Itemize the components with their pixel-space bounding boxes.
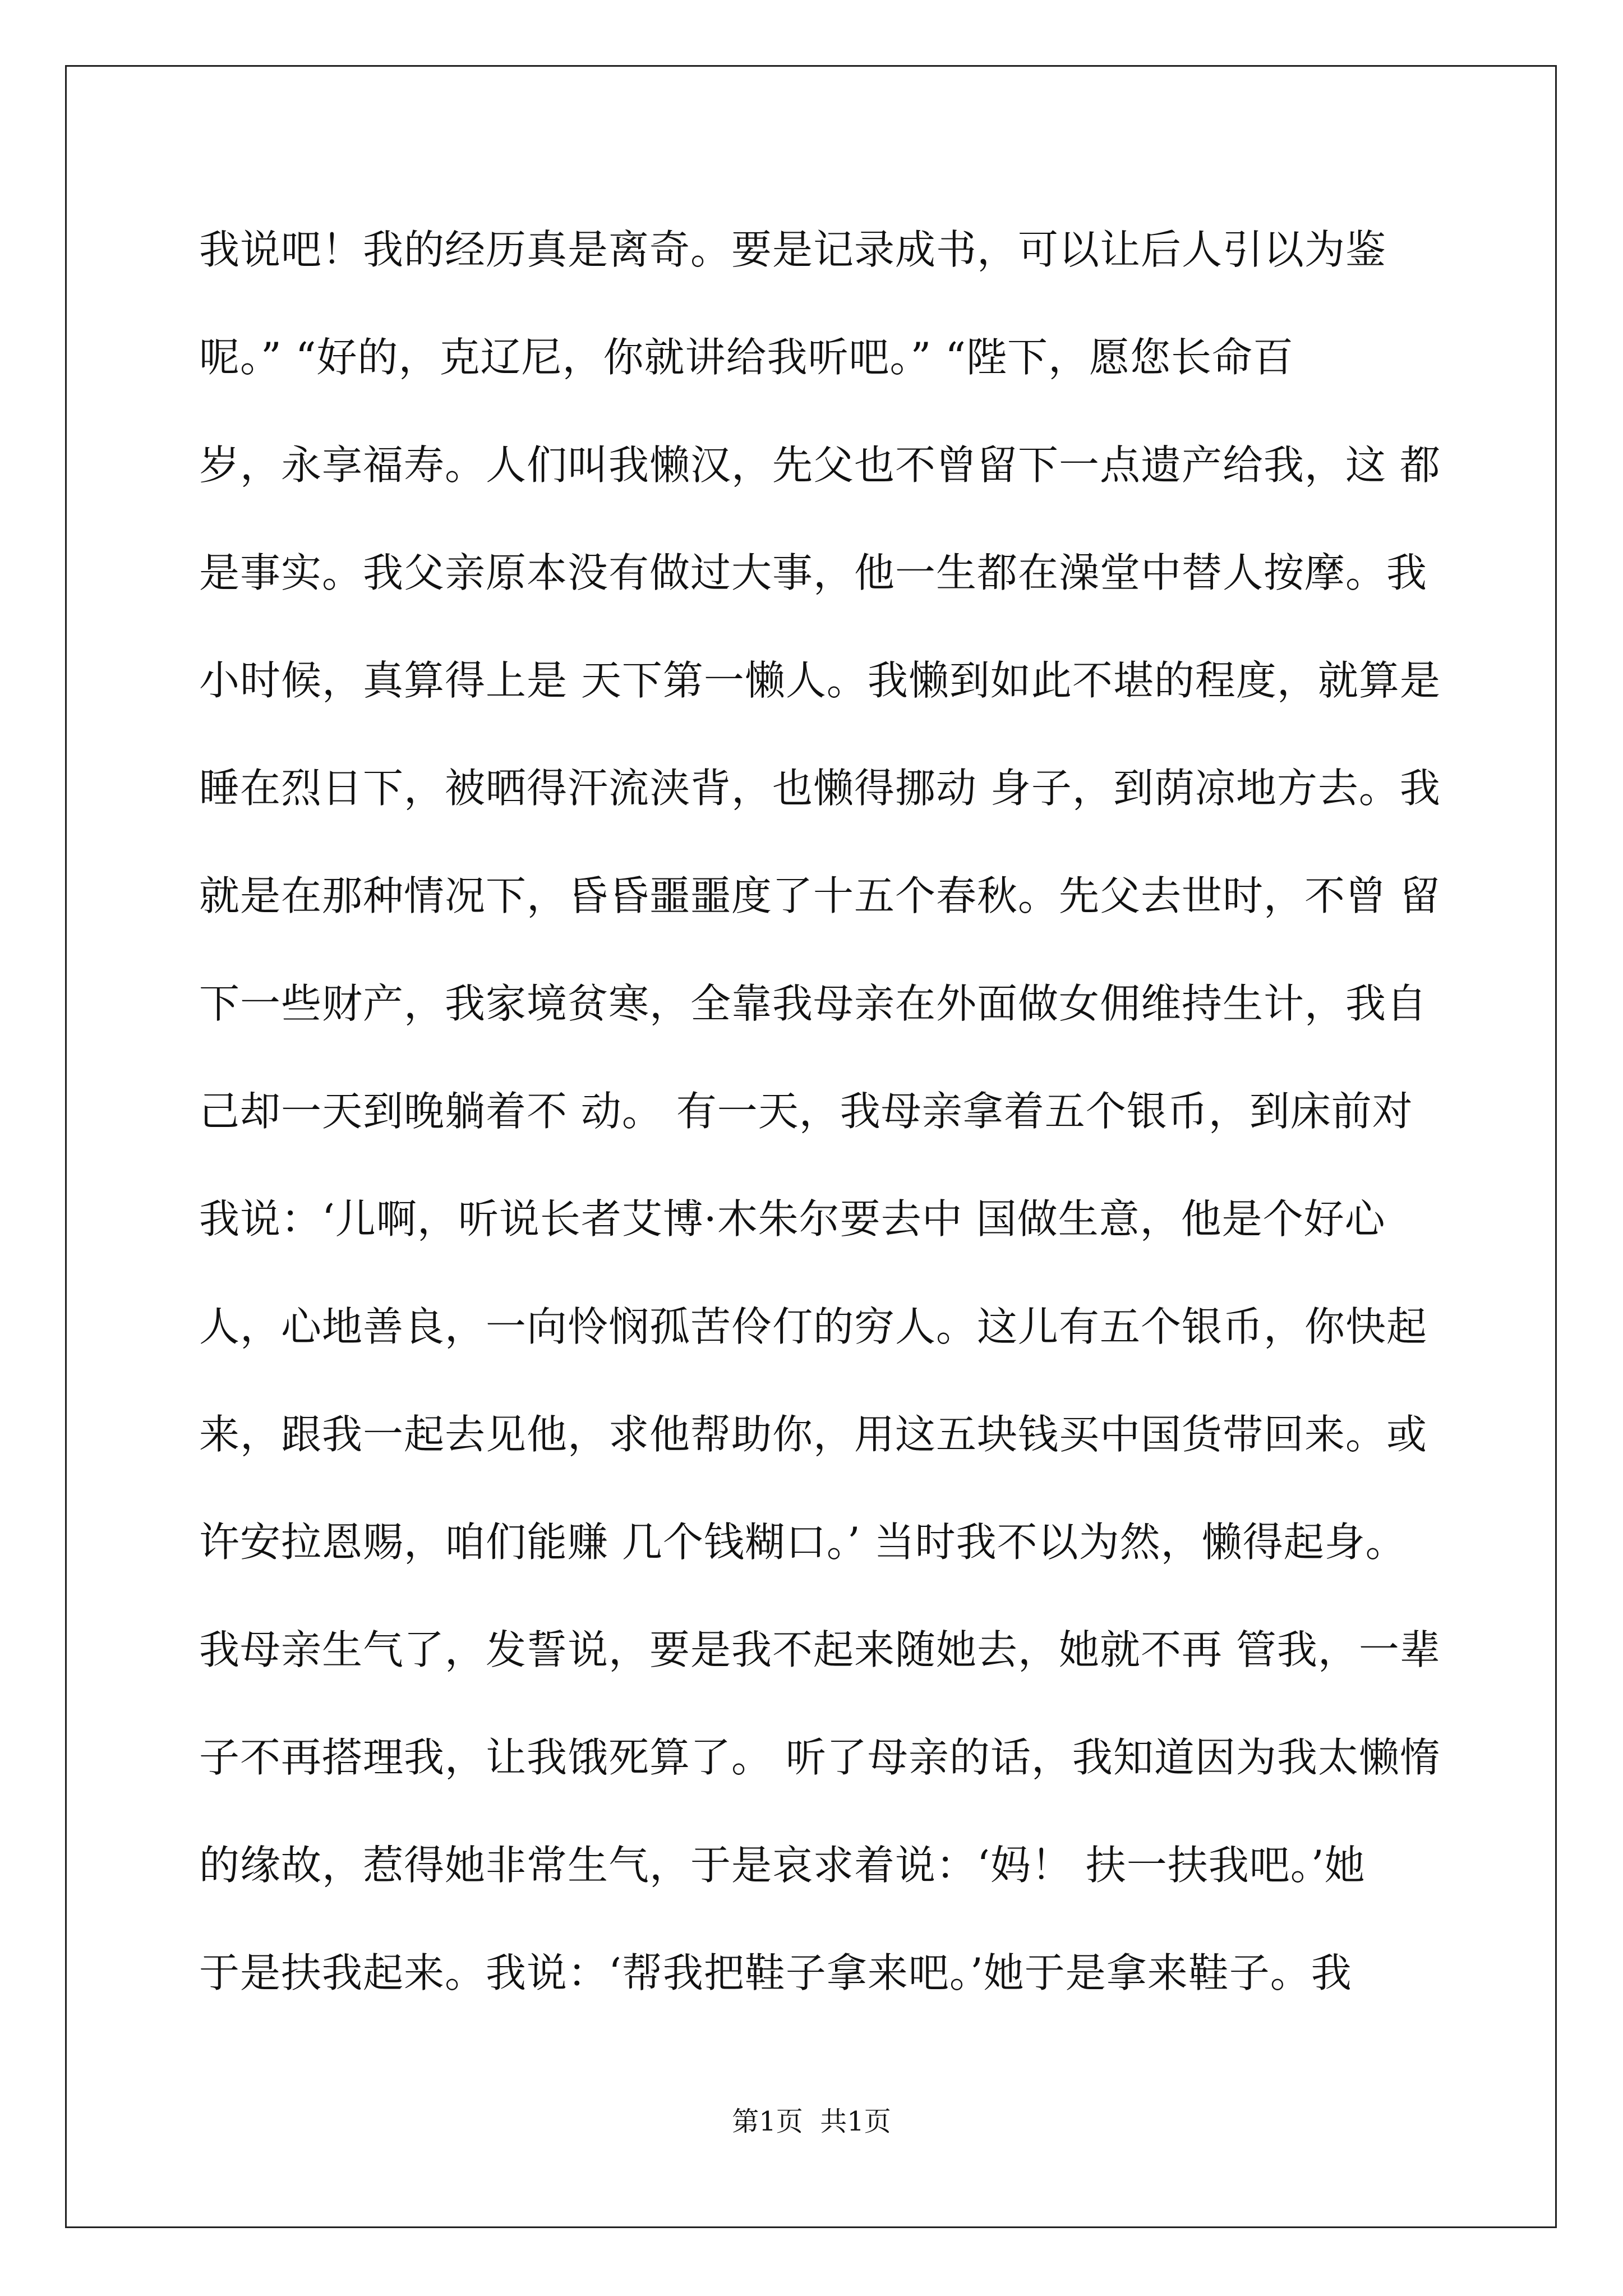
text-line: 我说吧！我的经历真是离奇。要是记录成书，可以让后人引以为鉴 xyxy=(199,226,1387,273)
text-line: 来，跟我一起去见他，求他帮助你，用这五块钱买中国货带回来。或 xyxy=(199,1411,1428,1458)
text-line: 是事实。我父亲原本没有做过大事，他一生都在澡堂中替人按摩。我 xyxy=(199,549,1428,596)
text-line: 我母亲生气了，发誓说，要是我不起来随她去，她就不再 管我，一辈 xyxy=(199,1626,1441,1673)
text-line: 子不再搭理我，让我饿死算了。 听了母亲的话，我知道因为我太懒惰 xyxy=(199,1734,1441,1781)
text-line: 于是扶我起来。我说：‘帮我把鞋子拿来吧。’她于是拿来鞋子。我 xyxy=(199,1949,1352,1996)
text-line: 己却一天到晚躺着不 动。 有一天，我母亲拿着五个银币，到床前对 xyxy=(199,1088,1413,1135)
text-line: 呢。” “好的，克辽尼，你就讲给我听吧。” “陛下，愿您长命百 xyxy=(199,334,1294,381)
text-line: 小时候，真算得上是 天下第一懒人。我懒到如此不堪的程度，就算是 xyxy=(199,657,1441,704)
text-line: 人，心地善良，一向怜悯孤苦伶仃的穷人。这儿有五个银币，你快起 xyxy=(199,1303,1428,1350)
text-line: 我说：‘儿啊，听说长者艾博·木朱尔要去中 国做生意，他是个好心 xyxy=(199,1195,1386,1243)
text-line: 的缘故，惹得她非常生气，于是哀求着说：‘妈！ 扶一扶我吧。’她 xyxy=(199,1842,1366,1889)
text-line: 下一些财产，我家境贫寒，全靠我母亲在外面做女佣维持生计，我自 xyxy=(199,980,1428,1027)
text-line: 岁，永享福寿。人们叫我懒汉，先父也不曾留下一点遗产给我，这 都 xyxy=(199,441,1441,489)
page-number-footer: 第1页 共1页 xyxy=(732,2106,891,2137)
document-body xyxy=(199,219,1467,2050)
text-line: 就是在那种情况下，昏昏噩噩度了十五个春秋。先父去世时，不曾 留 xyxy=(199,872,1441,919)
text-line: 睡在烈日下，被晒得汗流浃背，也懒得挪动 身子，到荫凉地方去。我 xyxy=(199,765,1441,812)
text-line: 许安拉恩赐，咱们能赚 几个钱糊口。’ 当时我不以为然，懒得起身。 xyxy=(199,1519,1407,1566)
